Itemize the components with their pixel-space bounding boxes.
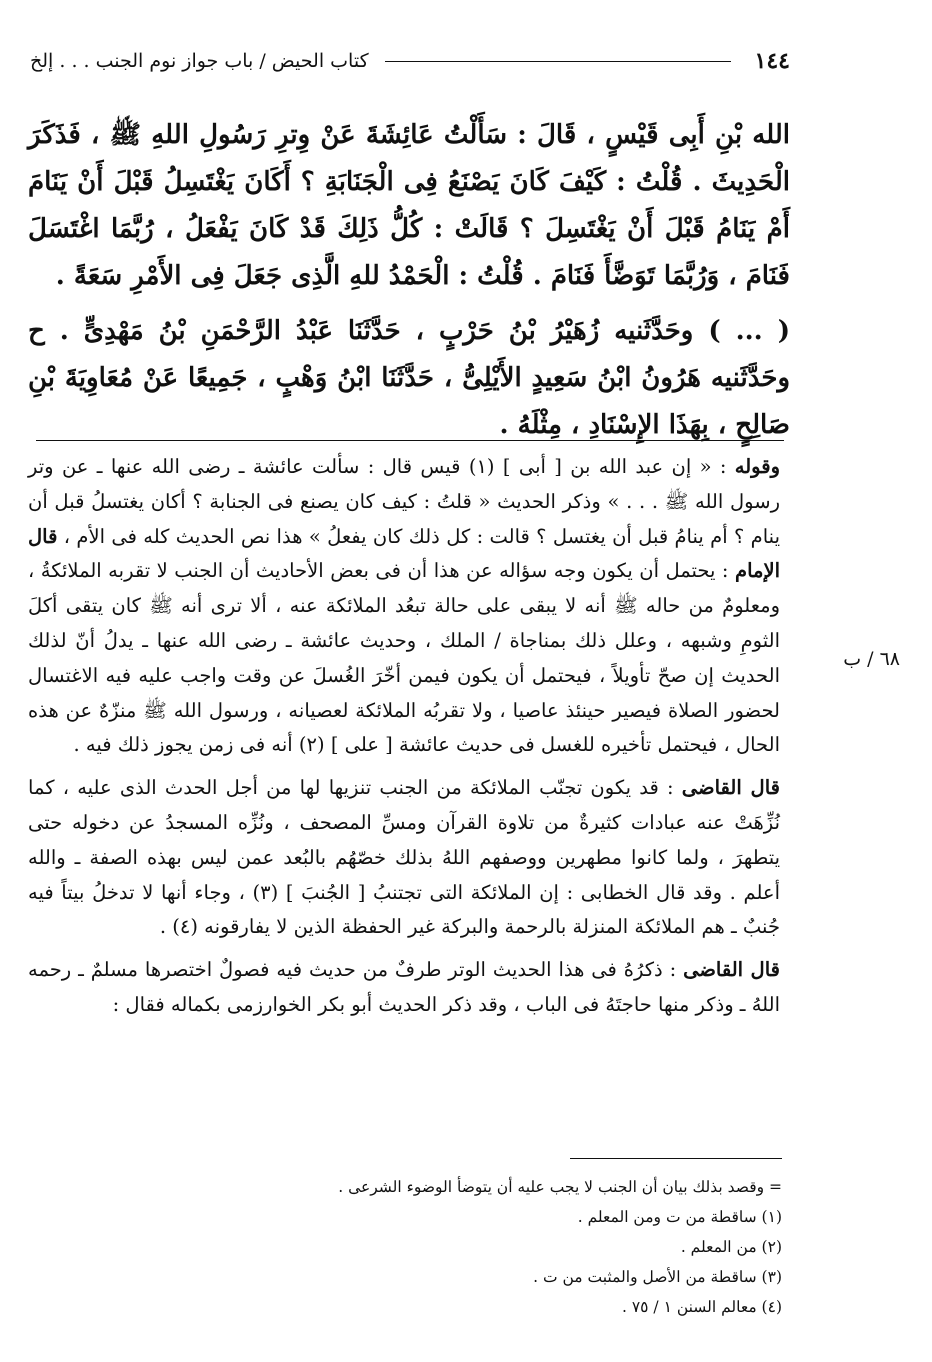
commentary-label: قال القاضى <box>683 958 780 982</box>
footnote-divider <box>570 1158 782 1159</box>
hadith-paragraph: ( ... ) وحَدَّثَنيه زُهَيْرُ بْنُ حَرْبٍ ، حَدَّثَنَا عَبْدُ الرَّحْمَنِ بْنُ مَهْدِىٍّ . ح وحَدَّثَنيه هَرُونُ ابْنُ سَعِيدٍ الأَيْلِىُّ ، حَدَّثَنَا ابْنُ وَهْبٍ ، جَمِيعًا عَنْ مُعَاوِيَةَ بْنِ صَالِحٍ ، بِهَذَا الإِسْنَادِ ، مِثْلَهُ . <box>28 316 790 440</box>
commentary-text: : ذكرُهُ فى هذا الحديث الوتر طرفٌ من حديث فيه فصولٌ اختصرها مسلمٌ ـ رحمه اللهُ ـ وذكر منها حاجتَهُ فى الباب ، وقد ذكر الحديث أبو بكر الخوارزمى بكماله فقال : <box>28 958 780 1016</box>
footnote: (٣) ساقطة من الأصل والمثبت من ت . <box>533 1268 782 1286</box>
footnote: (٤) معالم السنن ١ / ٧٥ . <box>621 1298 782 1316</box>
commentary-text: : يحتمل أن يكون وجه سؤاله عن هذا أن فى بعض الأحاديث أن الجنب لا تقربه الملائكةُ ، ومعلومٌ من حاله ﷺ أنه لا يبقى على حالة تبعُد الملائكة عنه ، ألا ترى أنه ﷺ كان يتقى أكلَ الثومِ وشبهه ، وعلل ذلك بمناجاة / الملك ، وحديث عائشة ـ رضى الله عنها ـ يدلُ أنّ لذلك الحديث إن صحّ تأويلاً ، فيحتمل أن يكون فيمن أخّرَ الغُسلَ عن وقت واجب عليه فيه الاغتسال لحضور الصلاة فيصير حينئذ عاصيا ، ولا تقربُه الملائكة لعصيانه ، ورسول الله ﷺ منزّهٌ عن هذه الحال ، فيحتمل تأخيره للغسل فى حديث عائشة [ على ] (٢) أنه فى زمن يجوز ذلك فيه . <box>28 559 780 757</box>
commentary-paragraph <box>28 450 780 763</box>
header-rule <box>385 61 731 62</box>
commentary-paragraph <box>28 953 780 1023</box>
running-title: كتاب الحيض / باب جواز نوم الجنب . . . إلخ <box>30 50 369 72</box>
commentary-text: : قد يكون تجنّب الملائكة من الجنب تنزيها لها من أجل الحدث الذى عليه ، كما نُزِّهَتْ عنه عبادات كثيرةٌ من تلاوة القرآن ومسِّ المصحف ، ونُزِّه المسجدُ عن دخوله حتى يتطهرَ ، ولما كانوا مطهرين ووصفهم اللهُ بذلك خصّهُم بالبُعد عمن ليس بهذه الصفة ـ والله أعلم . وقد قال الخطابى : إن الملائكة التى تجتنبُ [ الجُنبَ ] (٣) ، وجاء أنها لا تدخلُ بيتاً فيه جُنبٌ ـ هم الملائكة المنزلة بالرحمة والبركة غير الحفظة الذين لا يفارقونه (٤) . <box>28 776 780 939</box>
manuscript-folio-note: ٦٨ / ب <box>843 648 900 670</box>
footnote: = وقصد بذلك بيان أن الجنب لا يجب عليه أن يتوضأ الوضوء الشرعى . <box>338 1178 782 1196</box>
commentary-paragraph <box>28 771 780 945</box>
main-text-divider <box>36 440 784 441</box>
commentary-label: قال الإمام <box>28 524 780 583</box>
commentary <box>28 450 780 1023</box>
hadith-paragraph: الله بْنِ أَبِى قَيْسٍ ، قَالَ : سَأَلْتُ عَائِشَةَ عَنْ وِترِ رَسُولِ اللهِ ﷺ ، فَذَكَرَ الْحَدِيثَ . قُلْتُ : كَيْفَ كَانَ يَصْنَعُ فِى الْجَنَابَةِ ؟ أَكَانَ يَغْتَسِلُ قَبْلَ أَنْ يَنَامَ أَمْ يَنَامُ قَبْلَ أَنْ يَغْتَسِلَ ؟ قَالَتْ : كُلُّ ذَلِكَ قَدْ كَانَ يَفْعَلُ ، رُبَّمَا اغْتَسَلَ فَنَامَ ، وَرُبَّمَا تَوَضَّأَ فَنَامَ . قُلْتُ : الْحَمْدُ للهِ الَّذِى جَعَلَ فِى الأَمْرِ سَعَةً . <box>28 120 790 291</box>
footnote: (٢) من المعلم . <box>680 1238 782 1256</box>
page-number: ١٤٤ <box>754 48 790 74</box>
footnote: (١) ساقطة من ت ومن المعلم . <box>577 1208 782 1226</box>
commentary-label: وقوله <box>734 455 780 478</box>
running-header <box>30 44 790 78</box>
commentary-text: : « إن عبد الله بن [ أبى ] (١) قيس قال : سألت عائشة ـ رضى الله عنها ـ عن وتر رسول الله ﷺ . . . » وذكر الحديث « قلتُ : كيف كان يصنع فى الجنابة ؟ أكان يغتسلُ قبل أن ينام ؟ أم ينامُ قبل أن يغتسل ؟ قالت : كل ذلك كان يفعلُ » هذا نص الحديث كله فى الأم ، <box>28 455 780 548</box>
hadith-text <box>28 112 790 449</box>
commentary-label: قال القاضى <box>681 776 780 800</box>
footnotes <box>60 1172 782 1322</box>
